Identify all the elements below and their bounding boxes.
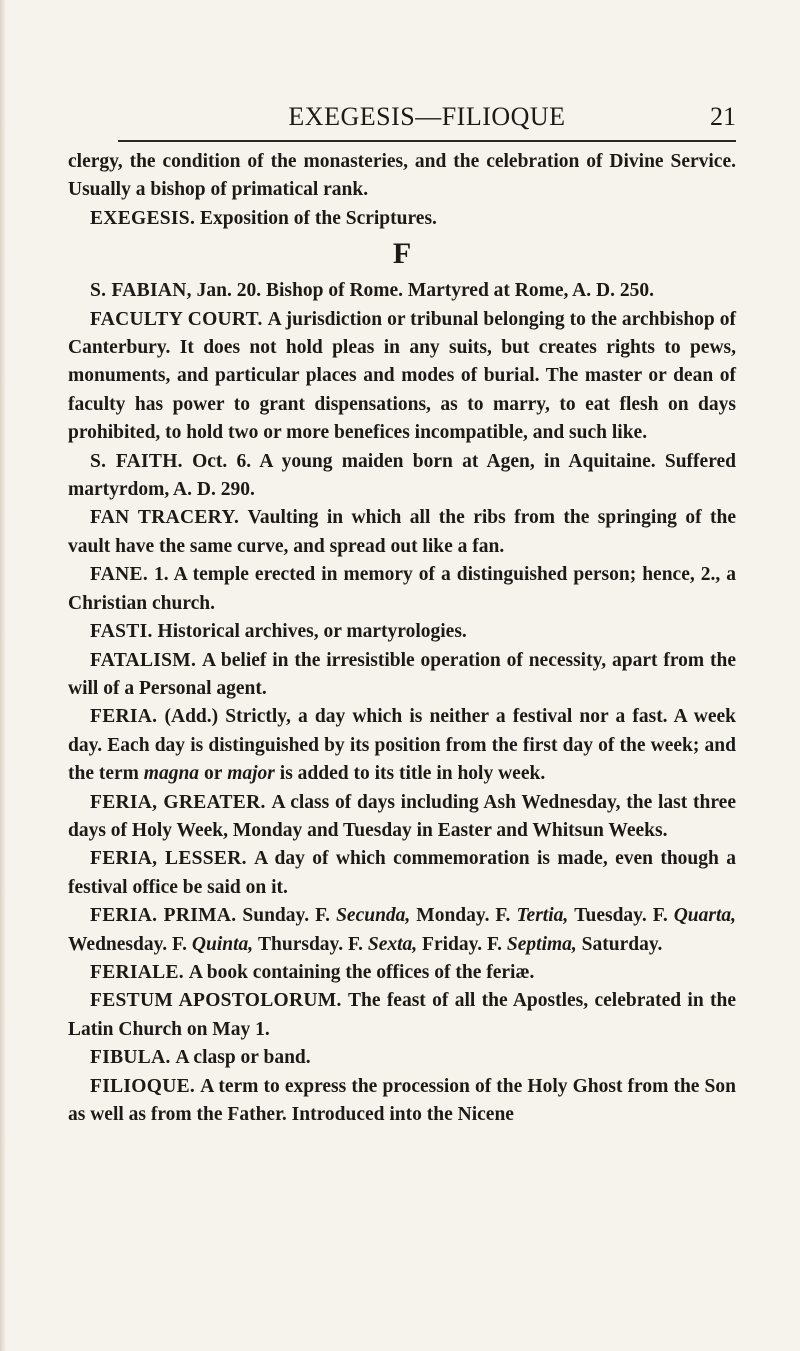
- entry-head: FACULTY COURT.: [90, 308, 263, 330]
- entry-feria: FERIA. (Add.) Strictly, a day which is neither a festival nor a fast. A week day. Each day is distinguished by its position from the first day of the week; and the term magna or major is added to its title in holy week.: [68, 706, 737, 785]
- entry-head: FIBULA.: [90, 1047, 171, 1069]
- entry-exegesis: EXEGESIS. Exposition of the Scriptures.: [90, 207, 437, 229]
- entry-head: S. FABIAN,: [90, 280, 192, 302]
- entry-head: FAN TRACERY.: [90, 507, 240, 529]
- entry: FILIOQUE. A term to express the procession of the Holy Ghost from the Son as well as from the Father. Introduced into the Nicene: [68, 1075, 736, 1125]
- entry-head: FERIA, LESSER.: [90, 848, 247, 870]
- entry-head: FERIA, GREATER.: [90, 791, 266, 813]
- section-letter: F: [392, 237, 412, 271]
- page-edge: [0, 0, 6, 1351]
- entry: FANE. 1. A temple erected in memory of a distinguished person; hence, 2., a Christian church.: [68, 564, 736, 614]
- entry: FAN TRACERY. Vaulting in which all the ribs from the springing of the vault have the same curve, and spread out like a fan.: [68, 507, 737, 557]
- entry-head: FASTI.: [90, 621, 153, 643]
- entry: S. FAITH. Oct. 6. A young maiden born at Agen, in Aquitaine. Suffered martyrdom, A. D. 290.: [68, 450, 737, 501]
- page-body: [68, 148, 736, 1129]
- entry: FACULTY COURT. A jurisdiction or tribunal belonging to the archbishop of Canterbury. It does not hold pleas in any suits, but creates rights to pews, monuments, and particular places and modes of burial. The master or dean of faculty has power to grant dispensations, as to marry, to eat flesh on days prohibited, to hold two or more benefices incompatible, and such like.: [68, 308, 736, 444]
- entry: FIBULA. A clasp or band.: [90, 1047, 311, 1069]
- entry: FATALISM. A belief in the irresistible operation of necessity, apart from the will of a Personal agent.: [68, 649, 737, 699]
- entry: S. FABIAN, Jan. 20. Bishop of Rome. Martyred at Rome, A. D. 250.: [90, 280, 654, 302]
- entry: FERIALE. A book containing the offices of the feriæ.: [90, 961, 535, 983]
- entry-head: FERIA. PRIMA.: [90, 905, 237, 927]
- running-header: [118, 96, 736, 142]
- entry-head: S. FAITH.: [90, 450, 183, 472]
- entry: FERIA, LESSER. A day of which commemoration is made, even though a festival office be said on it.: [68, 848, 736, 898]
- entry-head: EXEGESIS.: [90, 207, 196, 229]
- header-title: EXEGESIS—FILIOQUE: [288, 102, 566, 131]
- continued-entry: clergy, the condition of the monasteries, and the celebration of Divine Service. Usually a bishop of primatical rank.: [68, 151, 736, 201]
- entry-head: FANE.: [90, 564, 149, 586]
- entry: FASTI. Historical archives, or martyrologies.: [90, 621, 467, 643]
- entry-head: FERIALE.: [90, 961, 184, 983]
- entry-feria-days: FERIA. PRIMA. Sunday. F. Secunda, Monday. F. Tertia, Tuesday. F. Quarta, Wednesday. F. Quinta, Thursday. F. Sexta, Friday. F. Septima, Saturday.: [68, 905, 737, 955]
- page-number: 21: [710, 102, 736, 131]
- entry-head: FATALISM.: [90, 649, 197, 671]
- entry-head: FESTUM APOSTOLORUM.: [90, 990, 342, 1012]
- entry-head: FERIA.: [90, 706, 158, 728]
- entry-head: FILIOQUE.: [90, 1075, 196, 1097]
- entry: FERIA, GREATER. A class of days including Ash Wednesday, the last three days of Holy Week, Monday and Tuesday in Easter and Whitsun Weeks.: [68, 791, 736, 841]
- entry: FESTUM APOSTOLORUM. The feast of all the Apostles, celebrated in the Latin Church on May 1.: [68, 990, 736, 1040]
